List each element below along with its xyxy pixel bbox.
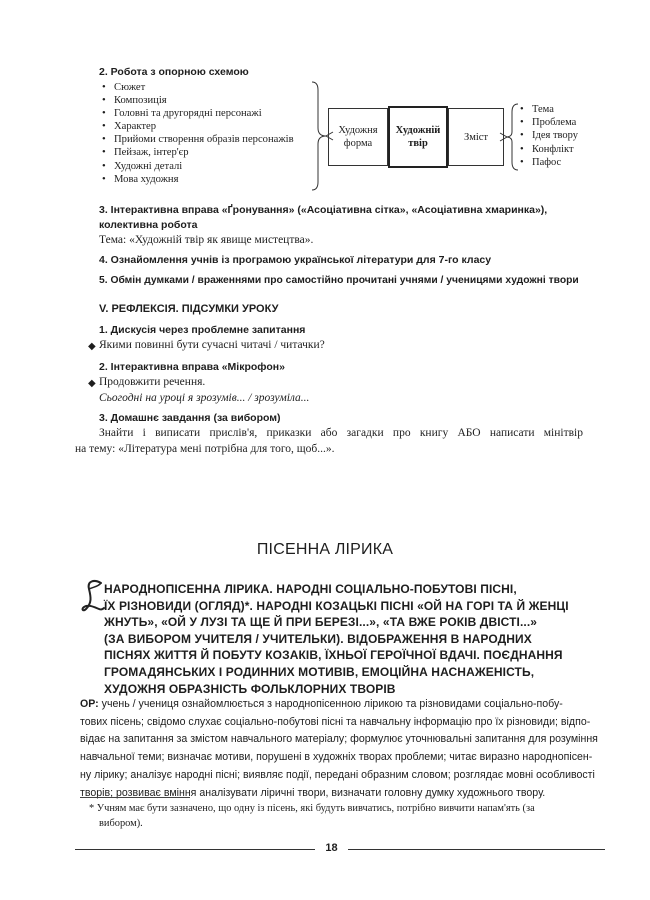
box-label: Зміст — [463, 131, 489, 143]
homework-text-line1: Знайти і виписати прислів'я, приказки або загадки про книгу АБО написати мінітвір — [99, 427, 583, 439]
list-item: • Головні та другорядні персонажі — [102, 107, 294, 120]
chapter-title: ПІСЕННА ЛІРИКА — [256, 541, 394, 558]
reflection-2-item: Продовжити речення. — [99, 376, 206, 388]
lesson-title-line: ПІСНЯХ ЖИТТЯ Й ПОБУТУ КОЗАКІВ, ЇХНЬОЇ ГЕРОЇЧНОЇ ВДАЧІ. ПОЄДНАННЯ — [104, 648, 563, 663]
list-item: • Прийоми створення образів персонажів — [102, 133, 294, 146]
lesson-title-line: НАРОДНОПІСЕННА ЛІРИКА. НАРОДНІ СОЦІАЛЬНО-ПОБУТОВІ ПІСНІ, — [104, 582, 517, 596]
diamond-bullet-icon: ◆ — [88, 378, 96, 389]
learning-outcomes — [80, 696, 598, 802]
lesson-title-line: (ЗА ВИБОРОМ УЧИТЕЛЯ / УЧИТЕЛЬКИ). ВІДОБРАЖЕННЯ В НАРОДНИХ — [104, 631, 532, 646]
box-artistic-form — [328, 108, 388, 166]
lesson-title — [104, 581, 604, 697]
page-number: 18 — [325, 842, 338, 854]
section-5-title: 5. Обмін думками / враженнями про самостійно прочитані учнями / ученицями художні твори — [99, 275, 579, 286]
or-label: ОР: — [80, 698, 99, 710]
reflection-2-title: 2. Інтерактивна вправа «Мікрофон» — [99, 361, 285, 373]
list-item: • Сюжет — [102, 81, 294, 94]
list-item: • Проблема — [520, 116, 578, 129]
box-artwork — [388, 106, 448, 168]
lesson-title-line: ГРОМАДЯНСЬКИХ І РОДИННИХ МОТИВІВ, ЕМОЦІЙНА НАСНАЖЕНІСТЬ, — [104, 664, 535, 679]
form-elements-list — [102, 81, 294, 186]
footer-rule-left — [75, 849, 315, 850]
outcomes-line: тових пісень; свідомо слухає соціально-побутові пісні та навчальну інформацію про їх різновиди; відпо- — [80, 715, 591, 728]
list-item: • Мова художня — [102, 173, 294, 186]
box-content — [448, 108, 504, 166]
footnote-text: * Учням має бути зазначено, що одну із пісень, які будуть вивчатись, потрібно вивчити напам'ять (за — [89, 803, 535, 814]
outcomes-text: учень / учениця ознайомлюється з народнопісенною лірикою та різновидами соціально-побу- — [98, 698, 563, 710]
diamond-bullet-icon: ◆ — [88, 341, 96, 352]
reflection-2-example: Сьогодні на уроці я зрозумів... / зрозуміла... — [99, 392, 310, 404]
list-item: • Тема — [520, 103, 578, 116]
homework-text-line2: на тему: «Література мені потрібна для того, щоб...». — [75, 443, 335, 455]
list-item: • Пейзаж, інтер'єр — [102, 146, 294, 159]
list-item: • Композиція — [102, 94, 294, 107]
lesson-mark-icon — [80, 578, 106, 614]
box-label: Художній твір — [395, 125, 441, 149]
footer-rule-right — [348, 849, 605, 850]
outcomes-line-first — [80, 696, 590, 714]
homework-title: 3. Домашнє завдання (за вибором) — [99, 412, 281, 424]
section-2-title: 2. Робота з опорною схемою — [99, 66, 249, 78]
list-item: • Художні деталі — [102, 160, 294, 173]
lesson-title-line: ЇХ РІЗНОВИДИ (ОГЛЯД)*. НАРОДНІ КОЗАЦЬКІ ПІСНІ «ОЙ НА ГОРІ ТА Й ЖЕНЦІ — [104, 598, 569, 613]
outcomes-line: відає на запитання за змістом навчального матеріалу; формулює уточнювальні запитання для розуміння — [80, 733, 598, 746]
list-item: • Характер — [102, 120, 294, 133]
outcomes-line: творів; розвиває вміння аналізувати ліричні твори, визначати головну думку художнього твору. — [80, 786, 546, 799]
content-elements-list — [520, 103, 578, 169]
section-3-title: 3. Інтерактивна вправа «Ґронування» («Асоціативна сітка», «Асоціативна хмаринка»), — [99, 204, 548, 216]
footnote-divider — [80, 797, 190, 798]
box-label: Художня форма — [338, 125, 378, 149]
reflection-1-title: 1. Дискусія через проблемне запитання — [99, 324, 306, 336]
outcomes-line: ну лірику; аналізує народні пісні; виявляє події, передані образним словом; розглядає мовні особливості — [80, 768, 595, 781]
list-item: • Ідея твору — [520, 129, 578, 142]
outcomes-line: навчальної теми; визначає мотиви, порушені в художніх творах проблеми; читає виразно народнопісен- — [80, 751, 593, 764]
section-3-title-cont: колективна робота — [99, 219, 198, 231]
lesson-title-line: ХУДОЖНЯ ОБРАЗНІСТЬ ФОЛЬКЛОРНИХ ТВОРІВ — [104, 681, 396, 696]
reflection-1-item: Якими повинні бути сучасні читачі / читачки? — [99, 339, 325, 351]
section-3-topic: Тема: «Художній твір як явище мистецтва». — [99, 234, 314, 246]
part-5-title: V. РЕФЛЕКСІЯ. ПІДСУМКИ УРОКУ — [99, 303, 279, 315]
lesson-title-line: ЖНУТЬ», «ОЙ У ЛУЗІ ТА ЩЕ Й ПРИ БЕРЕЗІ...», «ТА ВЖЕ РОКІВ ДВІСТІ...» — [104, 615, 538, 630]
footnote-text-cont: вибором). — [99, 818, 143, 829]
list-item: • Конфлікт — [520, 143, 578, 156]
list-item: • Пафос — [520, 156, 578, 169]
section-4-title: 4. Ознайомлення учнів із програмою української літератури для 7-го класу — [99, 254, 492, 266]
